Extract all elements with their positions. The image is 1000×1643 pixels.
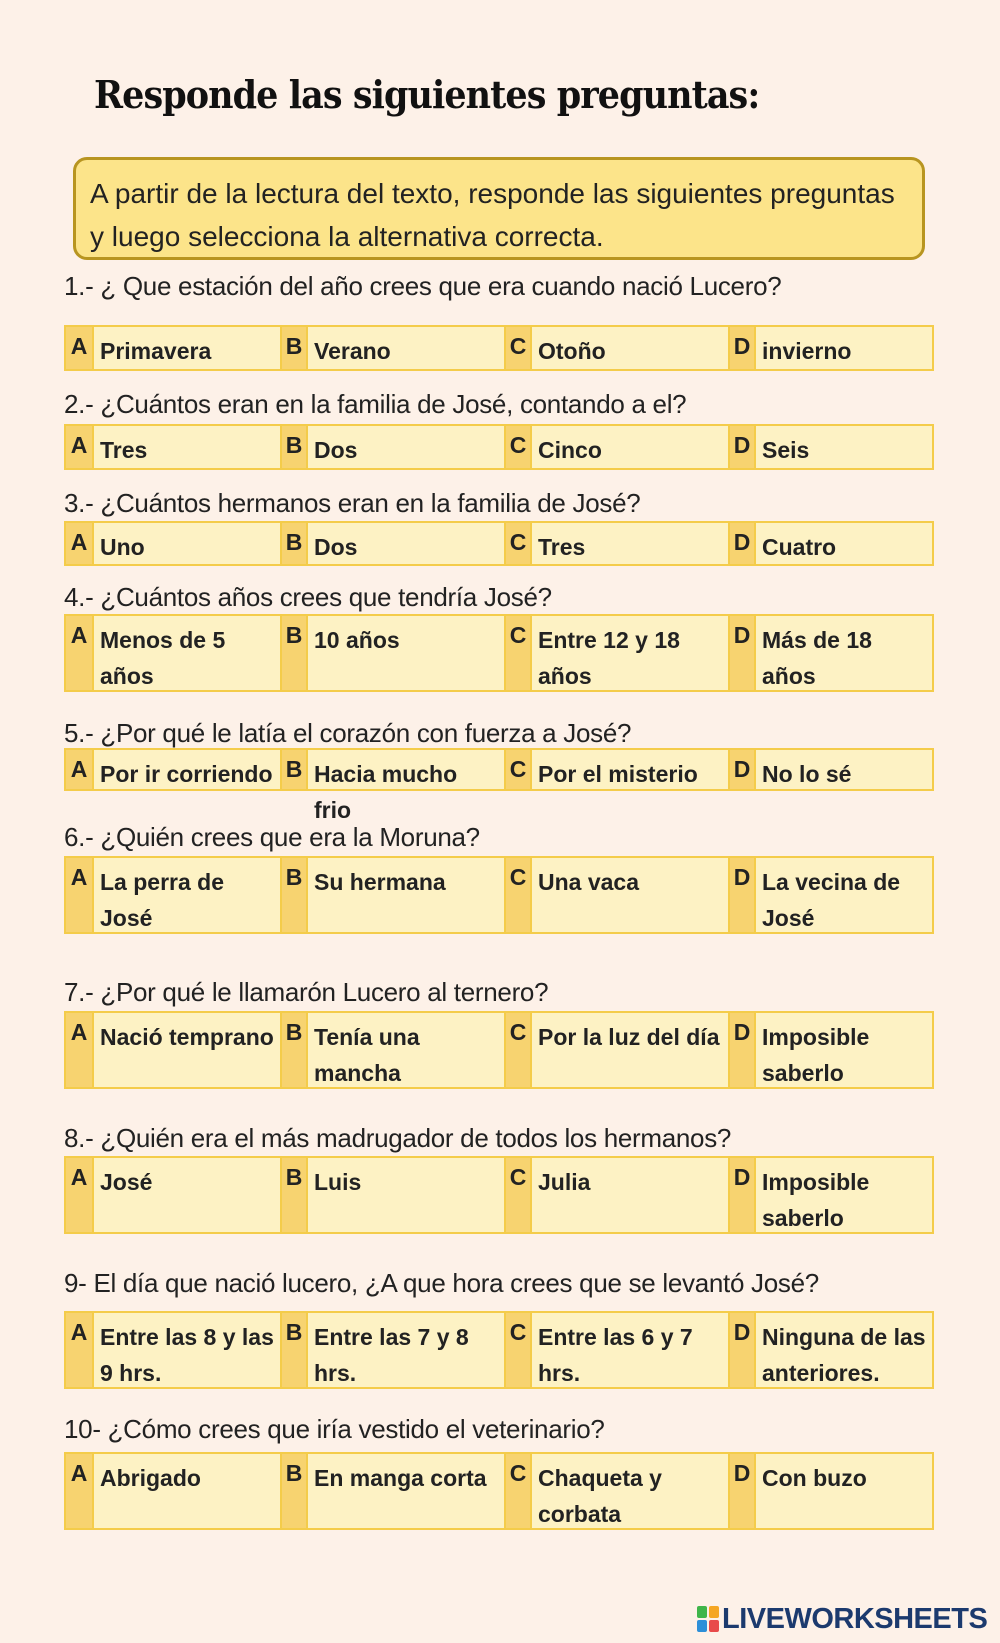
option-text: Una vaca [532, 858, 728, 932]
option-text: José [94, 1158, 280, 1232]
option-text: Julia [532, 1158, 728, 1232]
option-text: Luis [308, 1158, 504, 1232]
option-letter: C [504, 616, 532, 690]
option-letter: A [66, 327, 94, 369]
option-text: Primavera [94, 327, 280, 369]
options-row-6 [64, 856, 934, 934]
question-10: 10- ¿Cómo crees que iría vestido el veterinario? [64, 1414, 605, 1444]
option-7-a[interactable] [66, 1013, 280, 1087]
option-9-a[interactable] [66, 1313, 280, 1387]
option-text: Chaqueta y corbata [532, 1454, 728, 1528]
option-text: No lo sé [756, 750, 932, 789]
option-letter: C [504, 1313, 532, 1387]
option-letter: D [728, 426, 756, 468]
option-letter: D [728, 523, 756, 564]
option-letter: B [280, 1313, 308, 1387]
option-text: Nació temprano [94, 1013, 280, 1087]
option-letter: A [66, 1013, 94, 1087]
option-6-c[interactable] [504, 858, 728, 932]
question-4: 4.- ¿Cuántos años crees que tendría José? [64, 582, 552, 612]
option-10-a[interactable] [66, 1454, 280, 1528]
option-1-c[interactable] [504, 327, 728, 369]
option-3-b[interactable] [280, 523, 504, 564]
option-letter: D [728, 1013, 756, 1087]
option-letter: A [66, 858, 94, 932]
option-letter: C [504, 1013, 532, 1087]
option-7-b[interactable] [280, 1013, 504, 1087]
option-letter: A [66, 1313, 94, 1387]
option-text: Entre 12 y 18 años [532, 616, 728, 690]
option-3-d[interactable] [728, 523, 932, 564]
option-letter: C [504, 327, 532, 369]
options-row-3 [64, 521, 934, 566]
option-7-c[interactable] [504, 1013, 728, 1087]
options-row-8 [64, 1156, 934, 1234]
option-letter: D [728, 750, 756, 789]
option-letter: D [728, 1158, 756, 1232]
option-5-d[interactable] [728, 750, 932, 789]
option-text: Dos [308, 426, 504, 468]
option-text: Imposible saberlo [756, 1158, 932, 1232]
question-3: 3.- ¿Cuántos hermanos eran en la familia de José? [64, 488, 641, 518]
option-letter: A [66, 616, 94, 690]
option-4-b[interactable] [280, 616, 504, 690]
option-letter: A [66, 523, 94, 564]
option-3-a[interactable] [66, 523, 280, 564]
option-text: En manga corta [308, 1454, 504, 1528]
option-letter: B [280, 1454, 308, 1528]
options-row-4 [64, 614, 934, 692]
option-8-d[interactable] [728, 1158, 932, 1232]
option-text: Uno [94, 523, 280, 564]
option-letter: B [280, 327, 308, 369]
option-text: Por la luz del día [532, 1013, 728, 1087]
options-row-7 [64, 1011, 934, 1089]
option-4-a[interactable] [66, 616, 280, 690]
option-text: Menos de 5 años [94, 616, 280, 690]
option-text: Su hermana [308, 858, 504, 932]
option-letter: B [280, 616, 308, 690]
question-2: 2.- ¿Cuántos eran en la familia de José, contando a el? [64, 389, 687, 419]
option-letter: D [728, 327, 756, 369]
options-row-2 [64, 424, 934, 470]
option-2-b[interactable] [280, 426, 504, 468]
option-letter: A [66, 1158, 94, 1232]
option-text: Hacia mucho frio [308, 750, 504, 789]
option-10-b[interactable] [280, 1454, 504, 1528]
options-row-1 [64, 325, 934, 371]
option-2-c[interactable] [504, 426, 728, 468]
option-text: Imposible saberlo [756, 1013, 932, 1087]
option-2-a[interactable] [66, 426, 280, 468]
options-row-10 [64, 1452, 934, 1530]
option-letter: B [280, 1013, 308, 1087]
option-text: Seis [756, 426, 932, 468]
option-8-c[interactable] [504, 1158, 728, 1232]
page-title: Responde las siguientes preguntas: [94, 72, 760, 117]
option-text: Tres [94, 426, 280, 468]
option-8-b[interactable] [280, 1158, 504, 1232]
option-letter: C [504, 426, 532, 468]
option-text: Tres [532, 523, 728, 564]
options-row-9 [64, 1311, 934, 1389]
option-letter: B [280, 750, 308, 789]
option-1-d[interactable] [728, 327, 932, 369]
option-text: invierno [756, 327, 932, 369]
option-text: La perra de José [94, 858, 280, 932]
option-letter: A [66, 1454, 94, 1528]
option-8-a[interactable] [66, 1158, 280, 1232]
option-text: Más de 18 años [756, 616, 932, 690]
option-6-d[interactable] [728, 858, 932, 932]
option-letter: C [504, 523, 532, 564]
option-text: Cuatro [756, 523, 932, 564]
option-1-a[interactable] [66, 327, 280, 369]
option-9-c[interactable] [504, 1313, 728, 1387]
option-text: Entre las 6 y 7 hrs. [532, 1313, 728, 1387]
option-letter: D [728, 616, 756, 690]
option-text: La vecina de José [756, 858, 932, 932]
footer-brand-text: LIVEWORKSHEETS [722, 1602, 988, 1635]
option-letter: B [280, 426, 308, 468]
option-5-c[interactable] [504, 750, 728, 789]
instructions-text: A partir de la lectura del texto, responde las siguientes preguntas y luego selecciona la alternativa correcta. [90, 178, 895, 252]
option-6-b[interactable] [280, 858, 504, 932]
option-2-d[interactable] [728, 426, 932, 468]
option-1-b[interactable] [280, 327, 504, 369]
option-text: Por ir corriendo [94, 750, 280, 789]
option-letter: C [504, 1158, 532, 1232]
option-letter: B [280, 1158, 308, 1232]
option-text: Otoño [532, 327, 728, 369]
option-text: Con buzo [756, 1454, 932, 1528]
option-letter: A [66, 750, 94, 789]
options-row-5 [64, 748, 934, 823]
option-text: Cinco [532, 426, 728, 468]
option-letter: C [504, 750, 532, 789]
option-5-b[interactable] [280, 750, 504, 823]
option-7-d[interactable] [728, 1013, 932, 1087]
option-text: Abrigado [94, 1454, 280, 1528]
question-7: 7.- ¿Por qué le llamarón Lucero al ternero? [64, 977, 549, 1007]
liveworksheets-logo-icon [697, 1606, 719, 1632]
option-letter: C [504, 858, 532, 932]
option-text: Entre las 7 y 8 hrs. [308, 1313, 504, 1387]
option-9-b[interactable] [280, 1313, 504, 1387]
option-letter: D [728, 858, 756, 932]
option-5-a[interactable] [66, 750, 280, 789]
option-letter: C [504, 1454, 532, 1528]
question-1: 1.- ¿ Que estación del año crees que era cuando nació Lucero? [64, 271, 782, 301]
option-4-c[interactable] [504, 616, 728, 690]
option-text: Entre las 8 y las 9 hrs. [94, 1313, 280, 1387]
option-text: Por el misterio [532, 750, 728, 789]
instructions-box [73, 157, 925, 260]
option-text: Dos [308, 523, 504, 564]
option-text: Tenía una mancha [308, 1013, 504, 1087]
option-letter: B [280, 858, 308, 932]
question-6: 6.- ¿Quién crees que era la Moruna? [64, 822, 480, 852]
question-8: 8.- ¿Quién era el más madrugador de todos los hermanos? [64, 1123, 732, 1153]
option-6-a[interactable] [66, 858, 280, 932]
footer-brand [697, 1603, 987, 1635]
option-4-d[interactable] [728, 616, 932, 690]
question-5: 5.- ¿Por qué le latía el corazón con fuerza a José? [64, 718, 632, 748]
option-text: Verano [308, 327, 504, 369]
option-letter: B [280, 523, 308, 564]
option-3-c[interactable] [504, 523, 728, 564]
option-10-d[interactable] [728, 1454, 932, 1528]
option-text: 10 años [308, 616, 504, 690]
option-letter: D [728, 1454, 756, 1528]
option-text: Ninguna de las anteriores. [756, 1313, 932, 1387]
question-9: 9- El día que nació lucero, ¿A que hora crees que se levantó José? [64, 1268, 819, 1298]
option-10-c[interactable] [504, 1454, 728, 1528]
option-9-d[interactable] [728, 1313, 932, 1387]
option-letter: D [728, 1313, 756, 1387]
option-letter: A [66, 426, 94, 468]
